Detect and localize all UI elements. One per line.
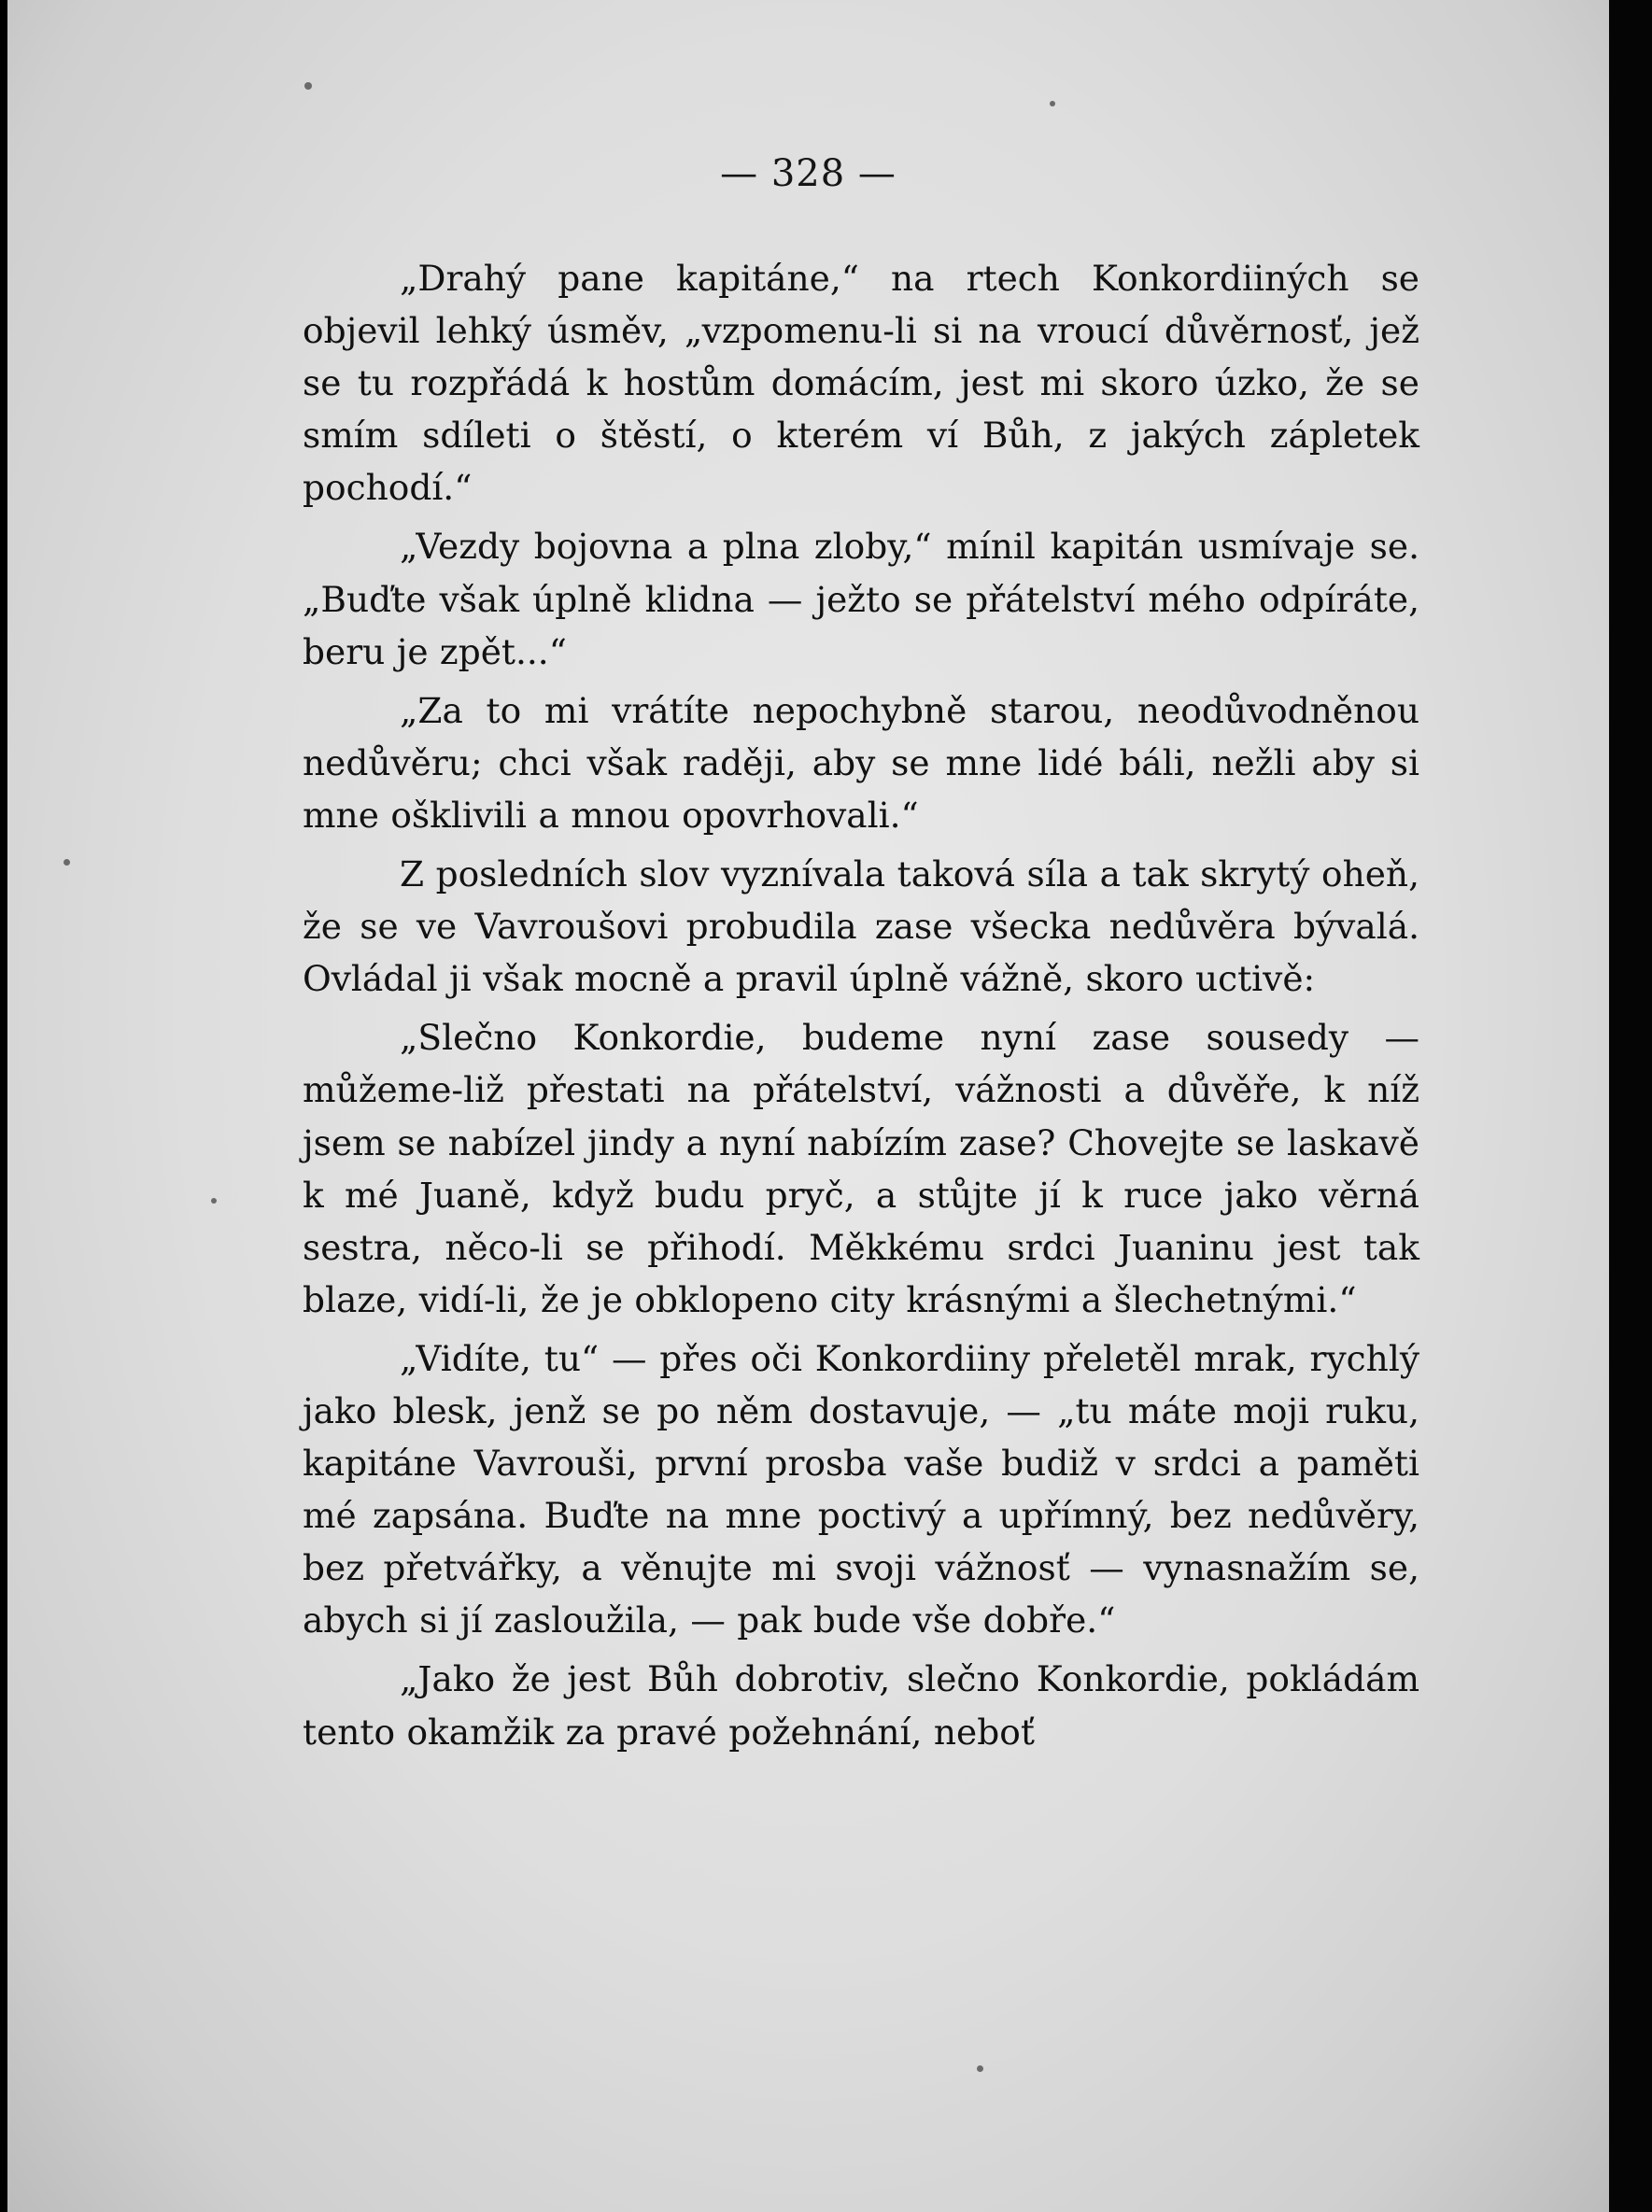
- scan-speck: [64, 859, 70, 866]
- paragraph: „Drahý pane kapitáne,“ na rtech Konkordiiných se objevil lehký úsměv, „vzpomenu-li si na vroucí důvěrnosť, jež se tu rozpřádá k hostům domácím, jest mi skoro úzko, že se smím sdíleti o štěstí, o kterém ví Bůh, z jakých zápletek pochodí.“: [303, 258, 1419, 509]
- paragraph: „Slečno Konkordie, budeme nyní zase sousedy — můžeme-liž přestati na přátelství, vážnosti a důvěře, k níž jsem se nabízel jindy a nyní nabízím zase? Chovejte se laskavě k mé Juaně, když budu pryč, a stůjte jí k ruce jako věrná sestra, něco-li se přihodí. Měkkému srdci Juaninu jest tak blaze, vidí-li, že je obklopeno city krásnými a šlechetnými.“: [303, 1017, 1419, 1320]
- paragraph: „Vezdy bojovna a plna zloby,“ mínil kapitán usmívaje se. „Buďte však úplně klidna — ježto se přátelství mého odpíráte, beru je zpět...“: [303, 526, 1419, 672]
- scanned-page: [7, 0, 1609, 2212]
- body-text: [303, 252, 1419, 1758]
- paragraph: „Vidíte, tu“ — přes oči Konkordiiny přeletěl mrak, rychlý jako blesk, jenž se po něm dostavuje, — „tu máte moji ruku, kapitáne Vavrouši, první prosba vaše budiž v srdci a paměti mé zapsána. Buďte na mne poctivý a upřímný, bez nedůvěry, bez přetvářky, a věnujte mi svoji vážnosť — vynasnažím se, abych si jí zasloužila, — pak bude vše dobře.“: [303, 1337, 1419, 1641]
- scan-speck: [1050, 101, 1055, 106]
- page-number: — 328 —: [720, 152, 897, 195]
- paragraph: Z posledních slov vyznívala taková síla a tak skrytý oheň, že se ve Vavroušovi probudila zase všecka nedůvěra bývalá. Ovládal ji však mocně a pravil úplně vážně, skoro uctivě:: [303, 853, 1419, 1000]
- paragraph: „Jako že jest Bůh dobrotiv, slečno Konkordie, pokládám tento okamžik za pravé požehnání, neboť: [303, 1658, 1419, 1753]
- scan-speck: [977, 2065, 983, 2072]
- paragraph: „Za to mi vrátíte nepochybně starou, neodůvodněnou nedůvěru; chci však raději, aby se mne lidé báli, nežli aby si mne ošklivili a mnou opovrhovali.“: [303, 689, 1419, 836]
- scan-border: [1609, 0, 1652, 2212]
- scan-speck: [304, 82, 312, 90]
- scan-speck: [211, 1198, 217, 1204]
